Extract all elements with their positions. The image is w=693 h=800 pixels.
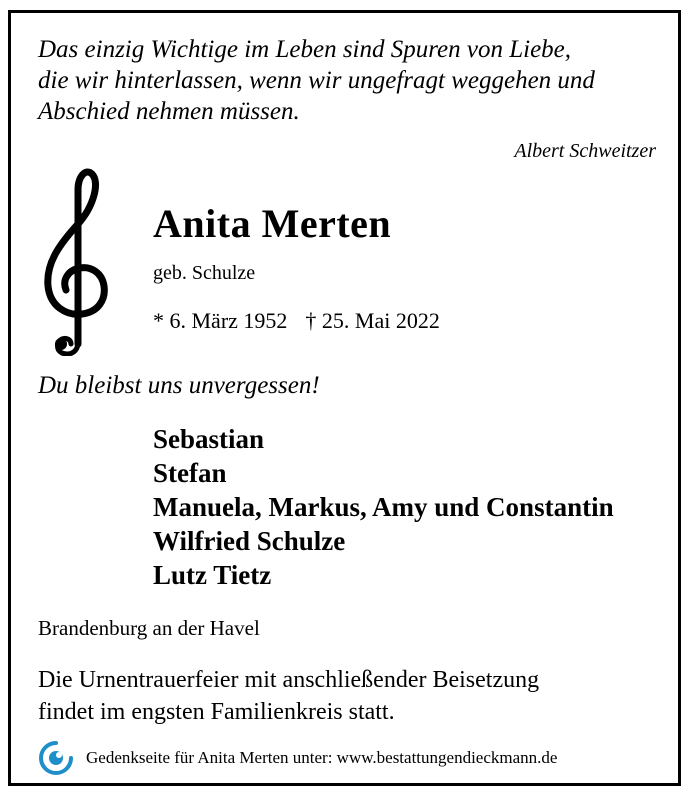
- mourner: Manuela, Markus, Amy und Constantin: [153, 492, 614, 522]
- quote: [38, 34, 668, 127]
- quote-author: Albert Schweitzer: [514, 140, 656, 162]
- place: Brandenburg an der Havel: [38, 616, 260, 640]
- mourner: Stefan: [153, 458, 227, 488]
- ceremony-line: Die Urnentrauerfeier mit anschließender Beisetzung: [38, 667, 540, 693]
- mourner: Lutz Tietz: [153, 560, 272, 590]
- birth-date: * 6. März 1952: [153, 308, 288, 333]
- treble-clef-icon: [34, 166, 114, 356]
- mourner: Wilfried Schulze: [153, 526, 346, 556]
- quote-line: Abschied nehmen müssen.: [38, 98, 300, 125]
- memorial-page-text: Gedenkseite für Anita Merten unter: www.bestattungendieckmann.de: [86, 748, 558, 767]
- mourners-list: [153, 422, 614, 592]
- life-dates: [153, 308, 440, 334]
- death-date: † 25. Mai 2022: [305, 308, 440, 333]
- motto: Du bleibst uns unvergessen!: [38, 372, 320, 399]
- deceased-name: Anita Merten: [153, 201, 392, 246]
- birth-name: geb. Schulze: [153, 262, 256, 284]
- memorial-logo-icon: [38, 740, 74, 776]
- quote-line: die wir hinterlassen, wenn wir ungefragt weggehen und: [38, 67, 595, 94]
- quote-line: Das einzig Wichtige im Leben sind Spuren von Liebe,: [38, 36, 572, 63]
- memorial-page-link[interactable]: [38, 740, 557, 776]
- ceremony-notice: [38, 664, 539, 728]
- mourner: Sebastian: [153, 424, 265, 454]
- ceremony-line: findet im engsten Familienkreis statt.: [38, 699, 395, 725]
